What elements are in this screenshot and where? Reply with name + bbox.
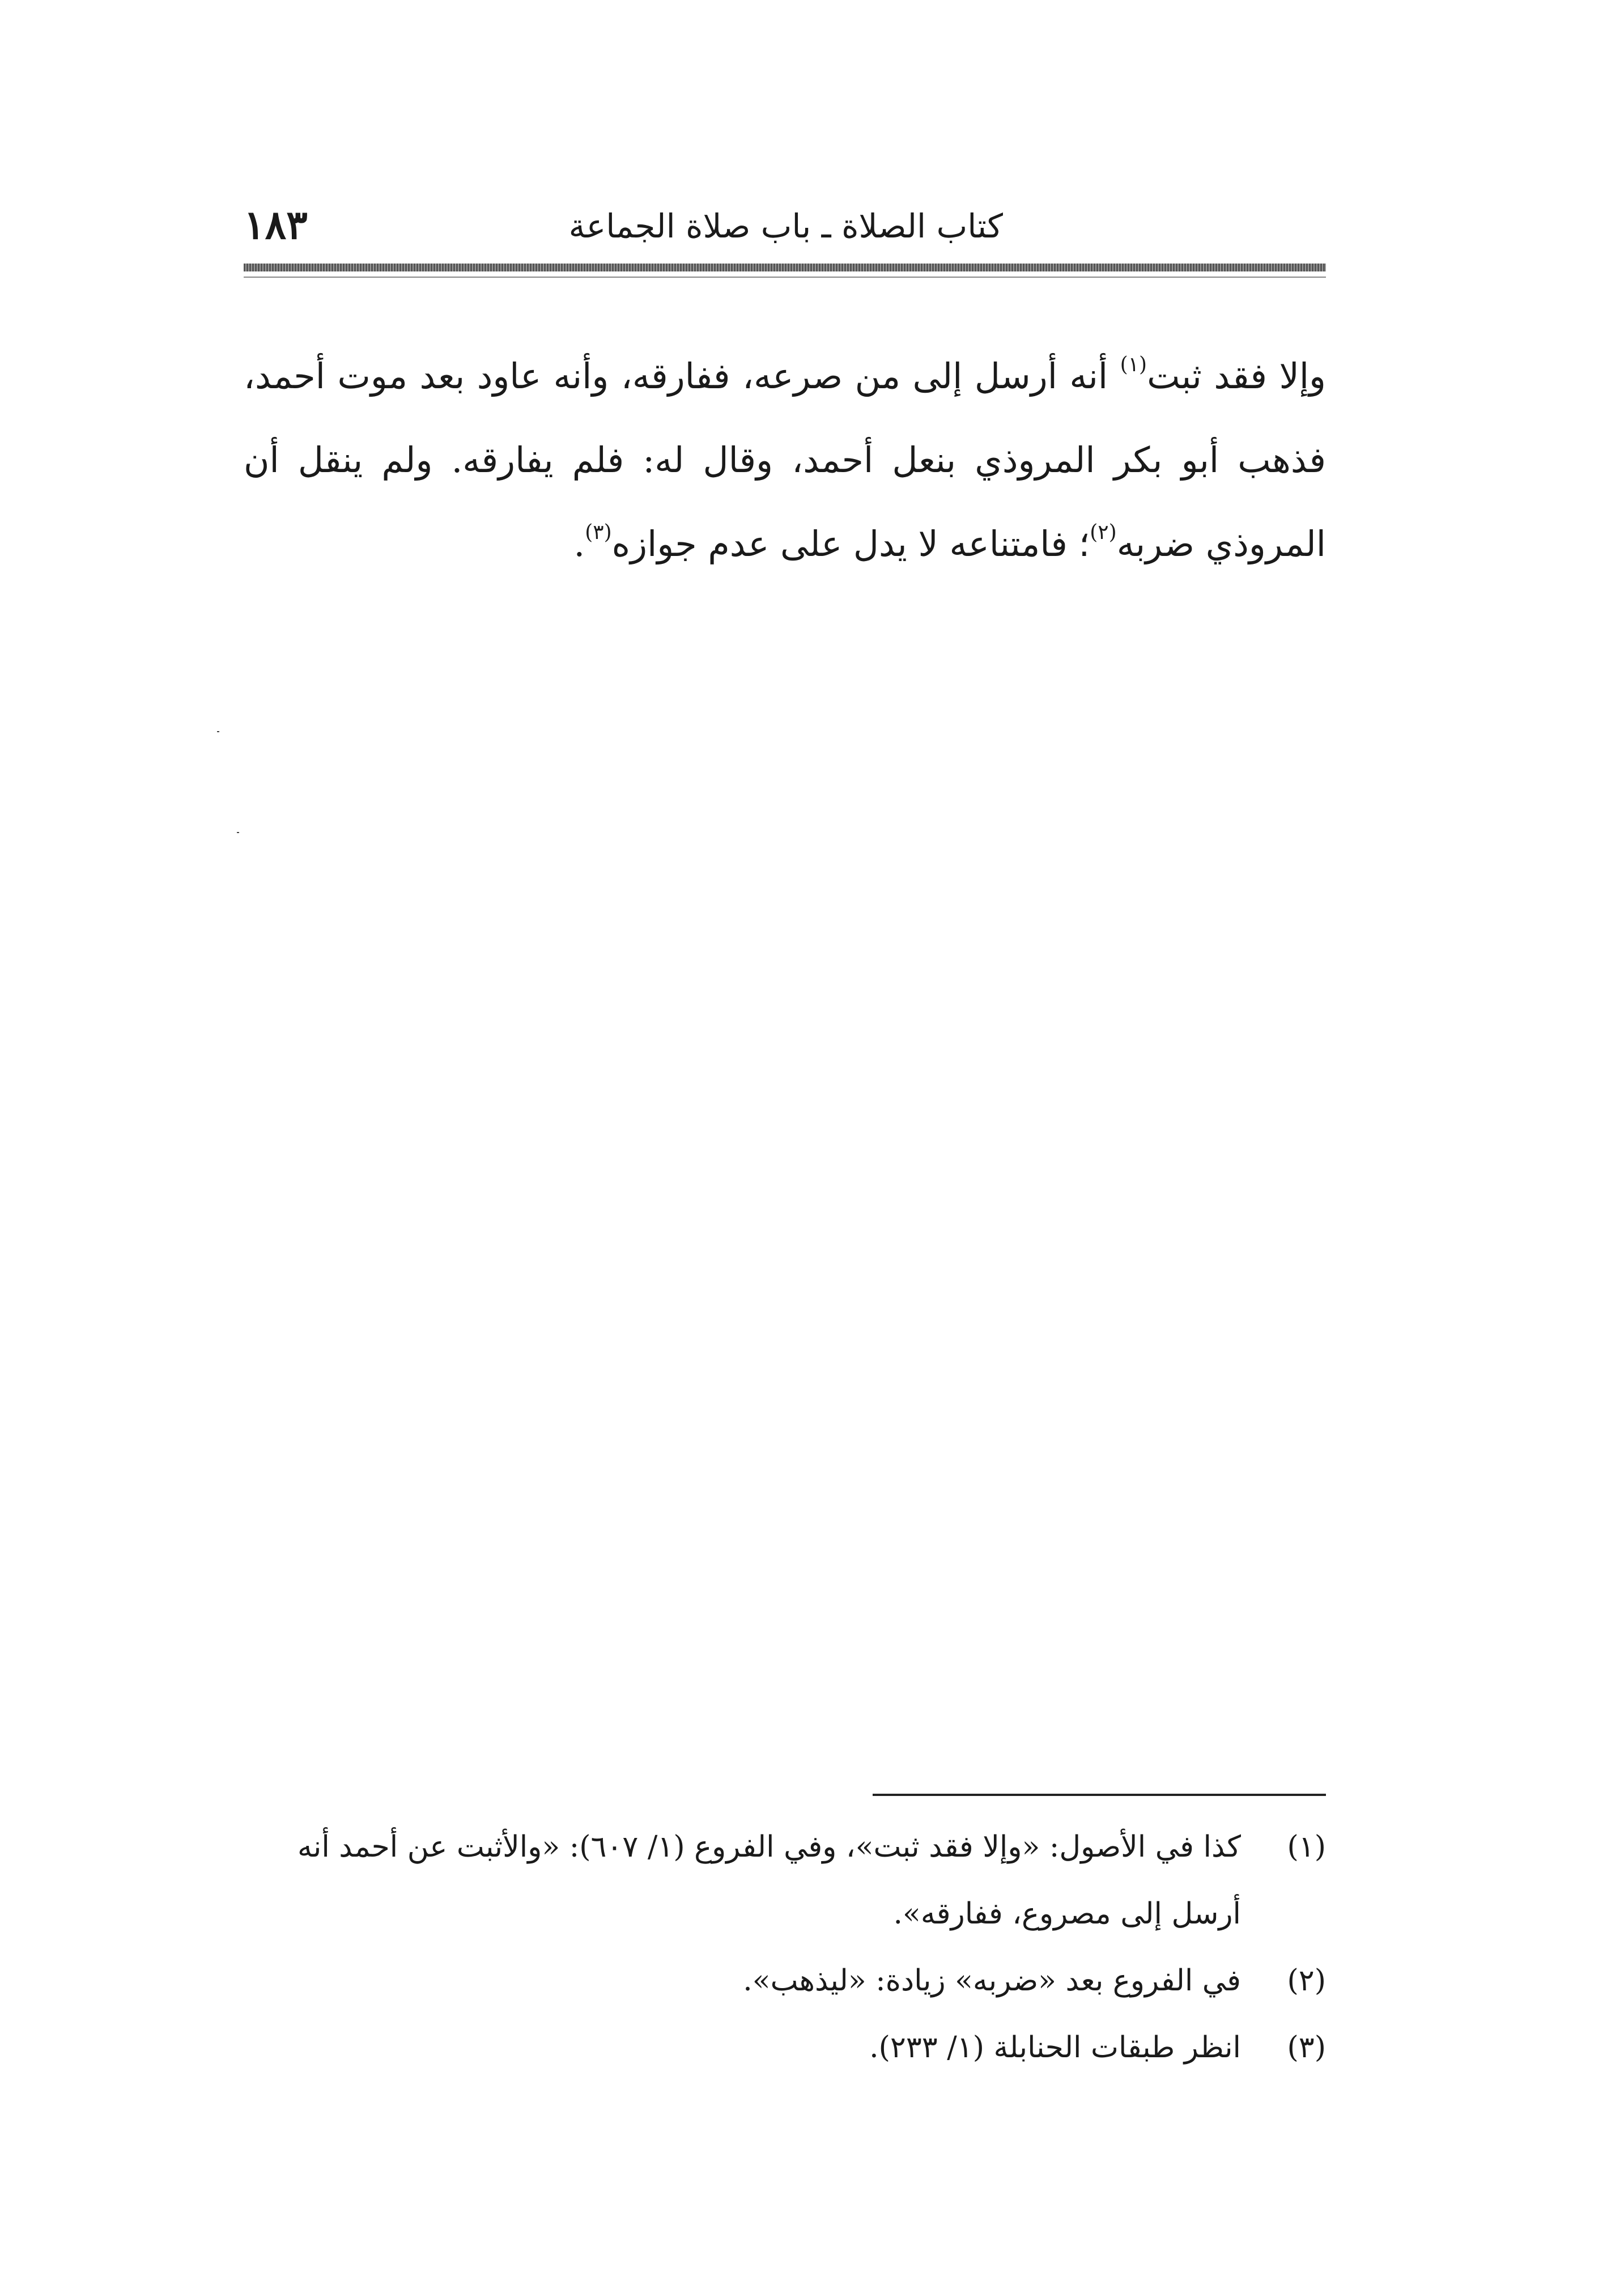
footnote-text: انظر طبقات الحنابلة (١/ ٢٣٣). <box>869 2031 1241 2065</box>
footnotes <box>244 1814 1326 2081</box>
body-text-4: . <box>573 523 585 564</box>
body-text-1: وإلا فقد ثبت <box>1147 355 1326 397</box>
footnote-3 <box>244 2014 1326 2081</box>
footnote-separator <box>873 1794 1326 1796</box>
body-text-2: أنه أرسل إلى من صرعه، ففارقه، وأنه عاود بعد موت أحمد، فذهب أبو بكر المروذي بنعل أحمد، وقال له: فلم يفارقه. ولم ينقل أن المروذي ضربه <box>244 355 1326 564</box>
scan-speck <box>217 731 219 732</box>
footnote-number: (٣) <box>1287 2031 1326 2065</box>
footnote-number: (٢) <box>1287 1964 1326 1998</box>
page-number: ١٨٣ <box>244 201 308 248</box>
body-paragraph <box>244 334 1326 586</box>
body-text-3: ؛ فامتناعه لا يدل على عدم جوازه <box>611 523 1090 564</box>
main-paragraph <box>244 334 1326 586</box>
running-header-title: كتاب الصلاة ـ باب صلاة الجماعة <box>568 207 1003 245</box>
footnote-number: (١) <box>1287 1830 1326 1864</box>
footnote-marker-2: (٢) <box>1090 521 1117 544</box>
footnote-marker-3: (٣) <box>585 521 612 544</box>
page-header <box>244 201 1326 264</box>
footnote-text: في الفروع بعد «ضربه» زيادة: «ليذهب». <box>743 1964 1241 1998</box>
footnote-marker-1: (١) <box>1120 353 1147 376</box>
header-divider <box>244 264 1326 271</box>
footnote-2 <box>244 1947 1326 2014</box>
footnote-1 <box>244 1814 1326 1947</box>
scan-speck <box>237 832 239 833</box>
header-divider-thin <box>244 277 1326 278</box>
footnote-text: كذا في الأصول: «وإلا فقد ثبت»، وفي الفروع (١/ ٦٠٧): «والأثبت عن أحمد أنه أرسل إلى مصروع، ففارقه». <box>297 1830 1241 1931</box>
